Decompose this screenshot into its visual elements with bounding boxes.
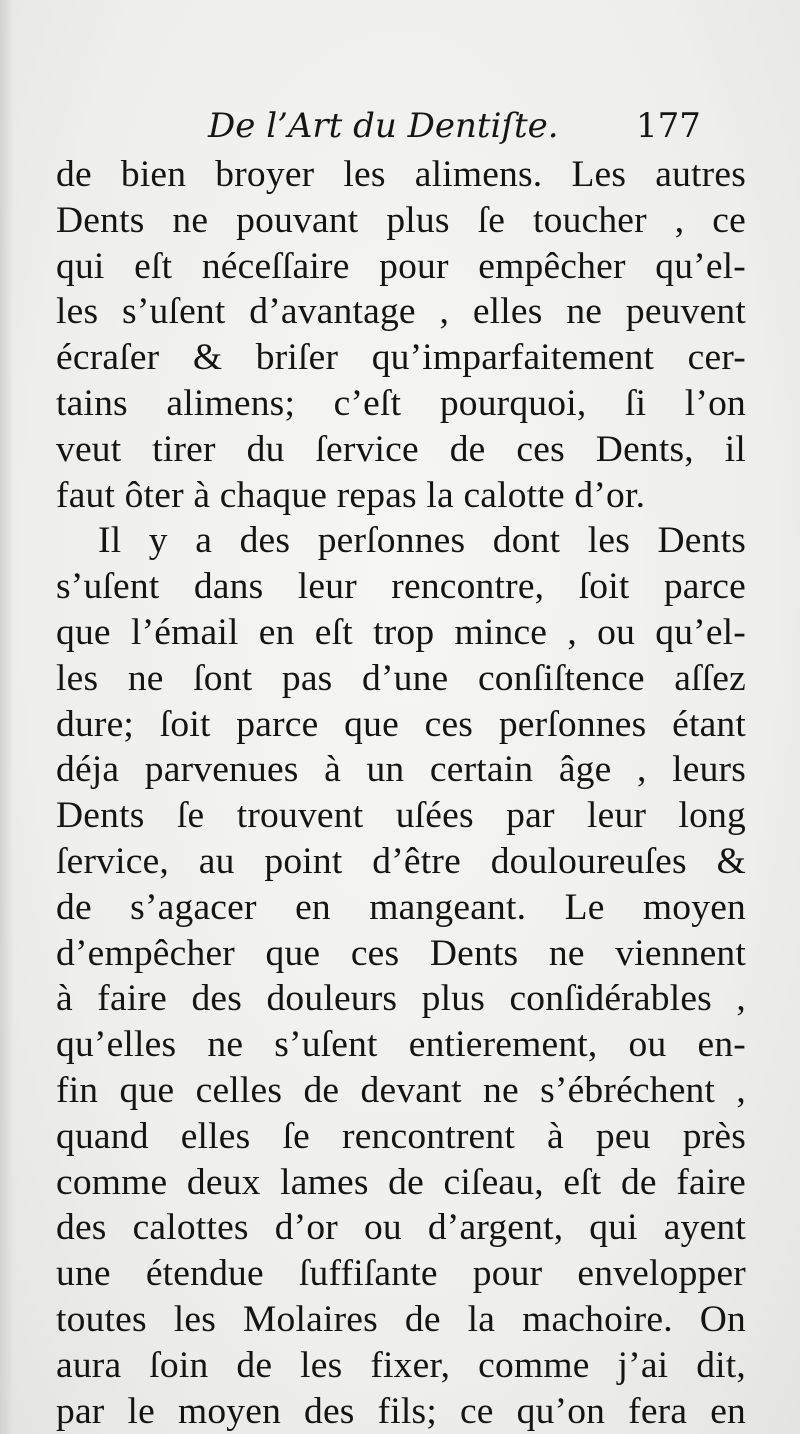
text-line: Dents ne pouvant plus ſe toucher , ce [56,199,746,241]
text-line: déja parvenues à un certain âge , leurs [56,749,746,791]
text-line: comme deux lames de ciſeau, eſt de faire [56,1161,746,1203]
text-line: qui eſt néceſſaire pour empêcher qu’el- [56,245,746,287]
text-line: des calottes d’or ou d’argent, qui ayent [56,1207,746,1249]
text-line: fin que celles de devant ne s’ébréchent , [56,1069,746,1111]
text-line: aura ſoin de les fixer, comme j’ai dit, [56,1344,746,1386]
text-line: qu’elles ne s’uſent entierement, ou en- [56,1024,746,1066]
running-head [0,100,800,152]
text-line: ſervice, au point d’être douloureuſes & [56,840,746,882]
text-line: une étendue ſuffiſante pour envelopper [56,1253,746,1295]
text-line: toutes les Molaires de la machoire. On [56,1298,746,1340]
text-line: tains alimens; c’eſt pourquoi, ſi l’on [56,382,746,424]
text-line: d’empêcher que ces Dents ne viennent [56,932,746,974]
text-line: quand elles ſe rencontrent à peu près [56,1115,746,1157]
text-line: Il y a des perſonnes dont les Dents [98,520,746,562]
text-line: à faire des douleurs plus conſidérables , [56,978,746,1020]
text-line: les s’uſent d’avantage , elles ne peuvent [56,291,746,333]
text-line: Dents ſe trouvent uſées par leur long [56,795,746,837]
text-line: les ne ſont pas d’une conſiſtence aſſez [56,657,746,699]
body-text [56,152,746,1434]
text-line: dure; ſoit parce que ces perſonnes étant [56,703,746,745]
text-line: de bien broyer les alimens. Les autres [56,154,746,195]
text-line: que l’émail en eſt trop mince , ou qu’el- [56,611,746,653]
page-number: 177 [636,106,701,146]
page-edge-shadow [0,0,14,1434]
running-head-title: De l’Art du Dentiſte. [208,106,559,146]
text-line: de s’agacer en mangeant. Le moyen [56,886,746,928]
text-line: s’uſent dans leur rencontre, ſoit parce [56,566,746,608]
text-line: écraſer & briſer qu’imparfaitement cer- [56,337,746,379]
text-line: faut ôter à chaque repas la calotte d’or. [56,474,646,516]
text-line: par le moyen des fils; ce qu’on fera en [56,1390,746,1432]
text-line: veut tirer du ſervice de ces Dents, il [56,428,746,470]
